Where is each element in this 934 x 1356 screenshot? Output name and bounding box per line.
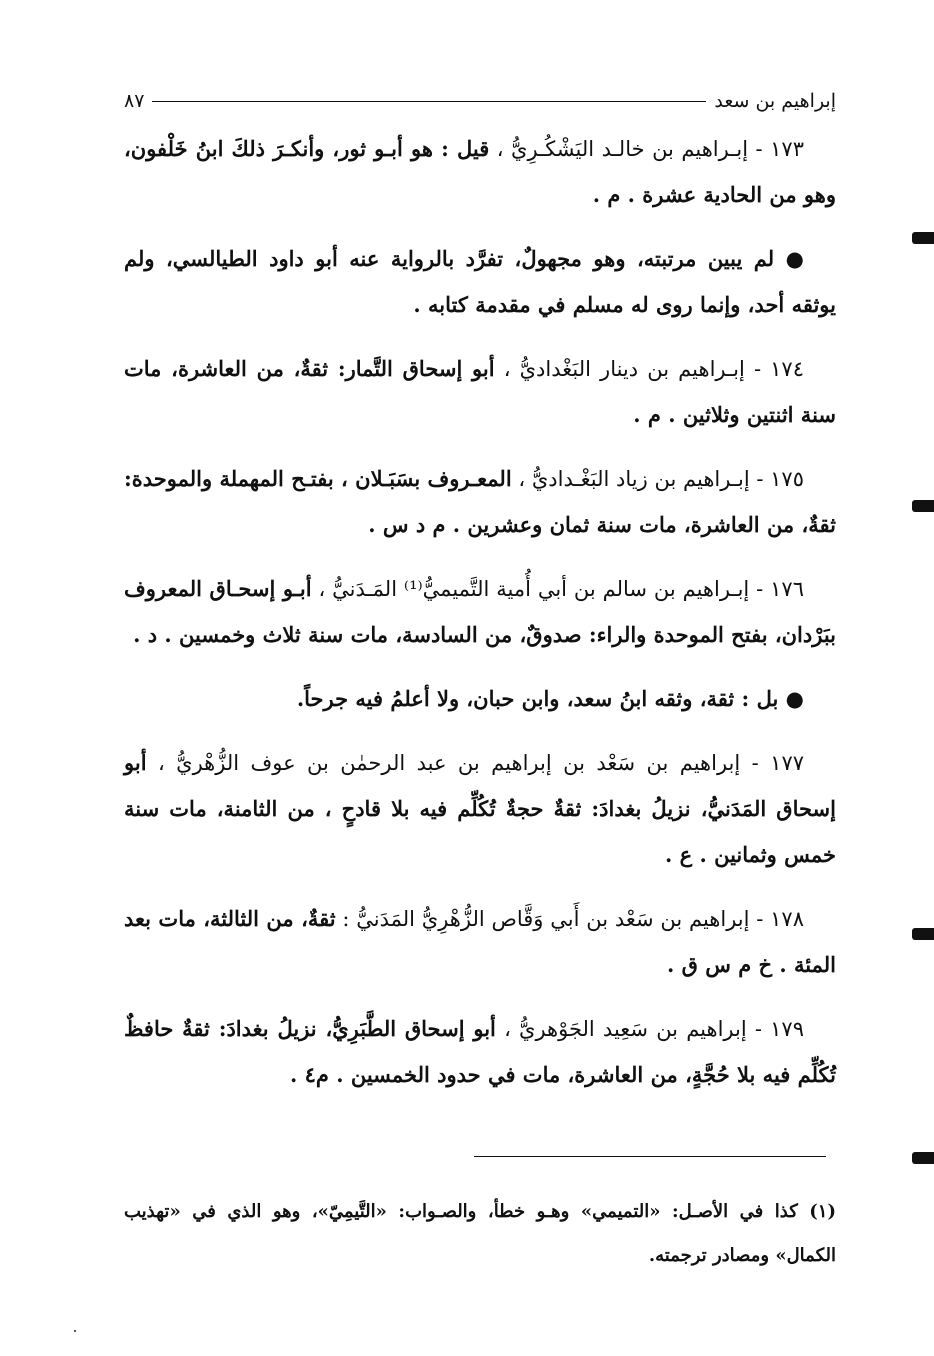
entry-number: ١٧٩ - [746,1017,804,1041]
running-header [124,86,836,116]
entry-number: ١٧٣ - [748,137,804,161]
entry-details: أبو إسحاق التَّمار: ثقةٌ، من العاشرة، مات سنة اثنتين وثلاثين . م . [124,356,836,427]
margin-tab-mark [912,1152,934,1164]
entry-175 [124,456,836,548]
page-number: ٨٧ [124,90,145,112]
entry-details: قيل : هو أبـو ثور، وأنكـرَ ذلكَ ابنُ خَلْفون، وهو من الحادية عشرة . م . [124,136,836,207]
entry-details: أبو إسحاق المَدَنيُّ، نزيلُ بغدادَ: ثقةٌ حجةٌ تُكُلِّم فيه بلا قادحٍ ، من الثامنة، مات سنة خمس وثمانين . ع . [124,750,836,867]
scan-speck [74,1330,76,1332]
commentary-176: ● بل : ثقة، وثقه ابنُ سعد، وابن حبان، ولا أعلمُ فيه جرحاً. [296,686,804,711]
entry-name: إبـراهيم بن زياد البَغْـداديُّ ، [511,467,750,491]
entry-details: أبـو إسحـاق المعروف ببَرْدان، بفتح الموحدة والراء: صدوقٌ، من السادسة، مات سنة ثلاث وخمسين . د . [124,576,836,647]
entry-name: إبراهيم بن سَعِيد الجَوْهريُّ ، [495,1017,747,1041]
entry-number: ١٧٧ - [740,751,805,775]
entry-178 [124,896,836,988]
footnote-rule [474,1156,826,1157]
entry-177 [124,740,836,878]
entry-174 [124,346,836,438]
entry-name: إبـراهيم بن خالـد اليَشْكُـرِيُّ ، [489,137,749,161]
entries-body [124,126,836,1116]
entry-number: ١٧٦ - [749,577,804,601]
entry-details: أبو إسحاق الطَّبَرِيُّ، نزيلُ بغدادَ: ثقةٌ حافظٌ تُكُلِّم فيه بلا حُجَّةٍ، من العاشرة، مات في حدود الخمسين . م٤ . [124,1016,836,1087]
entry-number: ١٧٨ - [749,907,804,931]
entry-179 [124,1006,836,1098]
footnote: (١) كذا في الأصـل: «التميمي» وهـو خطأ، والصـواب: «التَّيمِيّ»، وهو الذي في «تهذيب الكمال» ومصادر ترجمته. [124,1201,836,1266]
entry-name: إبـراهيم بن سالم بن أبي أُمية التَّميميُّ⁽¹⁾ المَـدَنيُّ ، [311,577,750,601]
entry-173 [124,126,836,218]
entry-176 [124,566,836,658]
entry-number: ١٧٥ - [749,467,804,491]
entry-name: إبـراهيم بن دينار البَغْداديُّ ، [494,357,745,381]
margin-tab-mark [912,928,934,940]
commentary-173: ● لم يبين مرتبته، وهو مجهولٌ، تفرَّد بالرواية عنه أبو داود الطيالسي، ولم يوثقه أحد، وإنما روى له مسلم في مقدمة كتابه . [124,246,836,317]
margin-tab-mark [912,500,934,512]
entry-details: المعـروف بسَبَـلان ، بفتـح المهملة والموحدة: ثقةٌ، من العاشرة، مات سنة ثمان وعشرين . م د س . [124,466,836,537]
entry-number: ١٧٤ - [744,357,804,381]
header-rule [152,101,706,102]
entry-name: إبراهيم بن سَعْد بن أَبي وَقَّاص الزُّهْرِيُّ المَدَنيُّ : [335,907,750,931]
margin-tab-mark [912,232,934,244]
entry-details: ثقةٌ، من الثالثة، مات بعد المئة . خ م س ق . [124,906,836,977]
entry-name: إبراهيم بن سَعْد بن إبراهيم بن عبد الرحمٰن بن عوف الزُّهْريُّ ، [146,751,741,775]
running-title: إبراهيم بن سعد [714,90,836,112]
